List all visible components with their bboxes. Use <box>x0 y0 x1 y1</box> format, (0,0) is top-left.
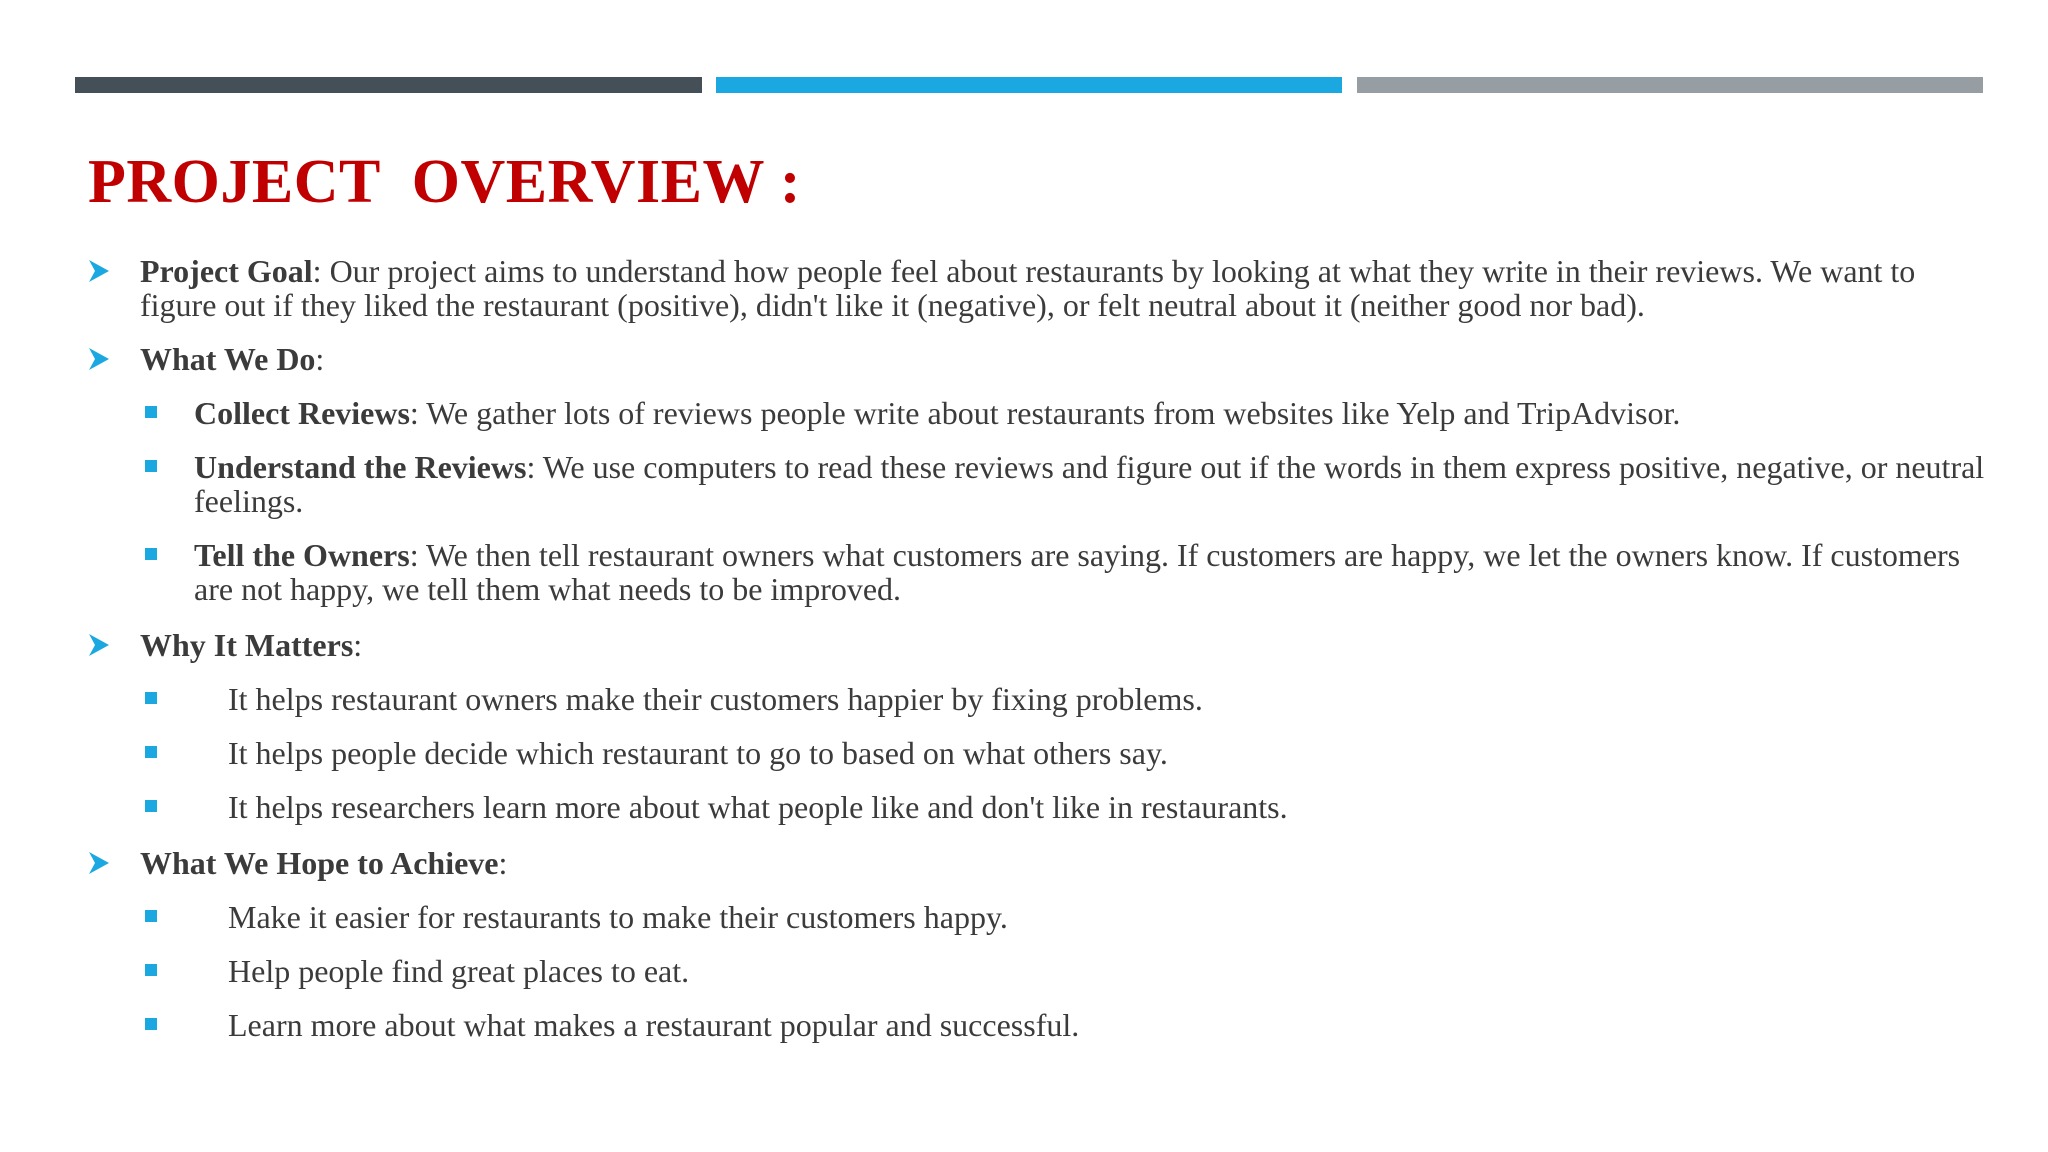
bullet-lead: What We Hope to Achieve <box>140 845 499 881</box>
arrow-bullet-icon <box>88 849 110 877</box>
arrow-bullet-icon <box>88 631 110 659</box>
sub-bullet-hope-3 <box>0 1008 2048 1042</box>
header-bar-blue <box>716 77 1342 93</box>
bullet-text: It helps restaurant owners make their customers happier by fixing problems. <box>228 681 1203 717</box>
bullet-text: : <box>498 845 508 881</box>
slide-title: PROJECT OVERVIEW : <box>88 148 801 216</box>
bullet-lead: Understand the Reviews <box>194 449 527 485</box>
bullet-text: It helps researchers learn more about what people like and don't like in restaurants. <box>228 789 1288 825</box>
header-bar-dark <box>75 77 702 93</box>
arrow-bullet-icon <box>88 257 110 285</box>
sub-bullet-understand-reviews <box>0 450 2048 518</box>
bullet-lead: Project Goal <box>140 253 313 289</box>
slide-body <box>0 254 2048 1062</box>
bullet-project-goal <box>0 254 2048 322</box>
sub-bullet-why-1 <box>0 682 2048 716</box>
sub-bullet-tell-owners <box>0 538 2048 606</box>
bullet-text: : We then tell restaurant owners what customers are saying. If customers are happy, we let the owners know. If customers are not happy, we tell them what needs to be improved. <box>194 537 1961 607</box>
bullet-text: : Our project aims to understand how people feel about restaurants by looking at what they write in their reviews. We want to figure out if they liked the restaurant (positive), didn't like it (negative), or felt neutral about it (neither good nor bad). <box>140 253 1916 323</box>
square-bullet-icon <box>145 910 157 922</box>
bullet-text: Help people find great places to eat. <box>228 953 690 989</box>
square-bullet-icon <box>145 964 157 976</box>
bullet-what-we-do <box>0 342 2048 376</box>
square-bullet-icon <box>145 1018 157 1030</box>
square-bullet-icon <box>145 692 157 704</box>
bullet-text: : <box>315 341 325 377</box>
bullet-text: : We use computers to read these reviews and figure out if the words in them express positive, negative, or neutral feelings. <box>194 449 1985 519</box>
bullet-why-it-matters <box>0 628 2048 662</box>
sub-bullet-why-3 <box>0 790 2048 824</box>
sub-bullet-why-2 <box>0 736 2048 770</box>
bullet-lead: Collect Reviews <box>194 395 410 431</box>
bullet-what-we-hope <box>0 846 2048 880</box>
bullet-text: : We gather lots of reviews people write about restaurants from websites like Yelp and TripAdvisor. <box>409 395 1681 431</box>
bullet-text: Make it easier for restaurants to make their customers happy. <box>228 899 1008 935</box>
square-bullet-icon <box>145 406 157 418</box>
bullet-text: : <box>353 627 363 663</box>
sub-bullet-collect-reviews <box>0 396 2048 430</box>
sub-bullet-hope-1 <box>0 900 2048 934</box>
header-bar-gray <box>1357 77 1983 93</box>
square-bullet-icon <box>145 746 157 758</box>
bullet-text: It helps people decide which restaurant to go to based on what others say. <box>228 735 1168 771</box>
arrow-bullet-icon <box>88 345 110 373</box>
bullet-text: Learn more about what makes a restaurant popular and successful. <box>228 1007 1080 1043</box>
bullet-lead: Why It Matters <box>140 627 354 663</box>
bullet-lead: What We Do <box>140 341 316 377</box>
square-bullet-icon <box>145 460 157 472</box>
square-bullet-icon <box>145 548 157 560</box>
sub-bullet-hope-2 <box>0 954 2048 988</box>
square-bullet-icon <box>145 800 157 812</box>
bullet-lead: Tell the Owners <box>194 537 410 573</box>
